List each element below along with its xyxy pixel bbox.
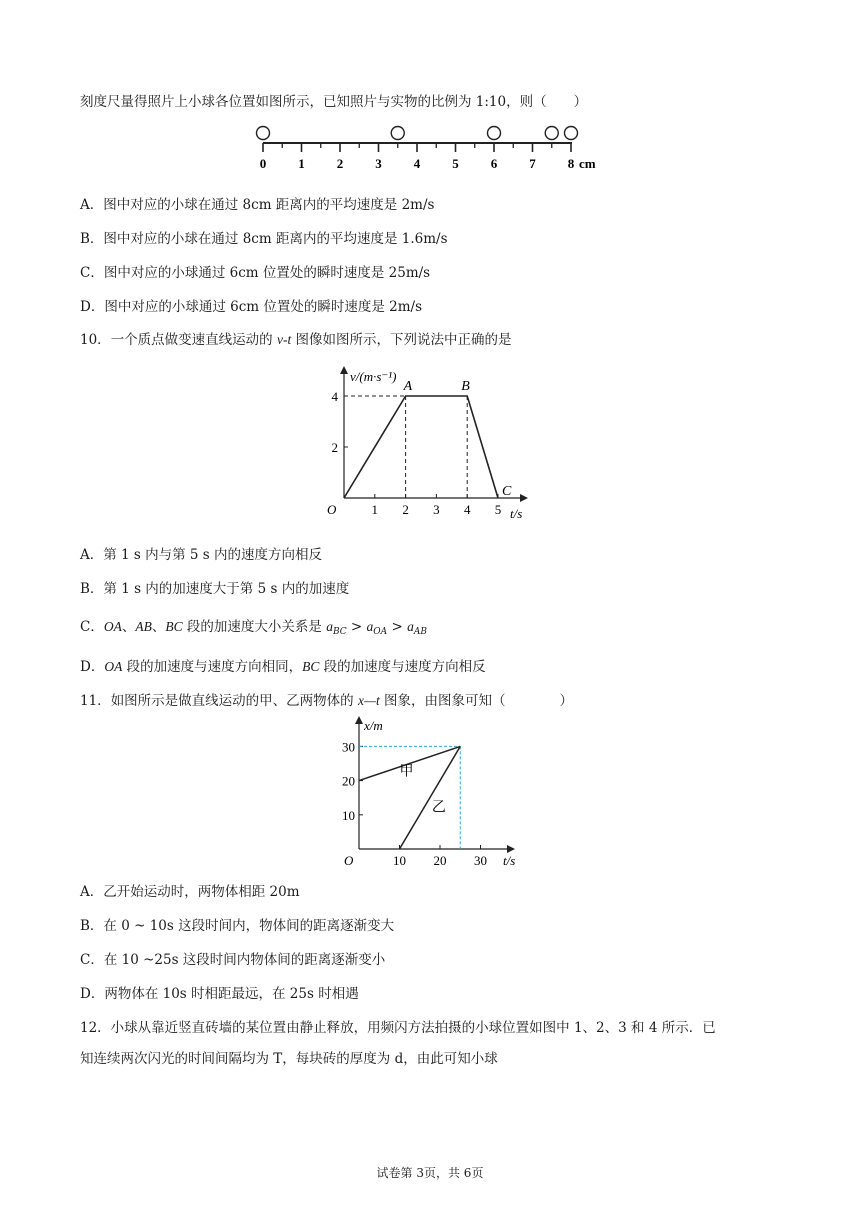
vt-x-tick-label: 2 (402, 502, 409, 517)
page-footer: 试卷第 3页，共 6页 (376, 1166, 484, 1180)
q9-intro: 刻度尺量得照片上小球各位置如图所示，已知照片与实物的比例为 1:10，则（ ） (80, 94, 588, 110)
q11-option-d: D．两物体在 10s 时相距最远，在 25s 时相遇 (80, 986, 359, 1002)
xt-graph (337, 712, 537, 870)
vt-point-label: A (403, 379, 413, 394)
q10-option-d: D．OA 段的加速度与速度方向相同，BC 段的加速度与速度方向相反 (80, 659, 486, 675)
q12-line-1: 12．小球从靠近竖直砖墙的某位置由静止释放，用频闪方法拍摄的小球位置如图中 1、2、3 和 4 所示．已 (80, 1020, 716, 1036)
vt-y-label: v/(m·s⁻¹) (350, 369, 397, 384)
ruler-tick-label: 8 (567, 156, 575, 171)
vt-x-arrow (520, 494, 528, 502)
q12-line-2: 知连续两次闪光的时间间隔均为 T，每块砖的厚度为 d，由此可知小球 (80, 1051, 498, 1067)
q10-option-b: B．第 1 s 内的加速度大于第 5 s 内的加速度 (80, 581, 350, 597)
ruler-tick-label: 2 (336, 156, 344, 171)
q11-option-b: B．在 0 ~ 10s 这段时间内，物体间的距离逐渐变大 (80, 918, 395, 934)
ruler-tick-label: 5 (452, 156, 459, 171)
ball-position (545, 127, 558, 140)
xt-x-tick-label: 10 (393, 853, 406, 868)
xt-y-arrow (355, 716, 363, 724)
q11-option-a: A．乙开始运动时，两物体相距 20m (80, 884, 300, 900)
vt-point-label: B (461, 379, 470, 394)
ruler-tick-label: 7 (529, 156, 536, 171)
vt-y-arrow (340, 366, 348, 374)
ball-position (257, 127, 270, 140)
vt-x-tick-label: 4 (463, 502, 471, 517)
vt-graph (320, 364, 535, 524)
ball-position (565, 127, 578, 140)
xt-y-tick-label: 20 (342, 773, 355, 789)
vt-y-tick-label: 2 (331, 440, 338, 455)
xt-series-label: 甲 (399, 764, 414, 780)
xt-y-label: x/m (364, 718, 383, 733)
ruler-tick-label: 0 (259, 156, 267, 171)
xt-y-tick-label: 10 (342, 807, 355, 823)
ruler-tick-label: 1 (298, 156, 305, 171)
xt-x-arrow (507, 845, 515, 853)
q9-option-c: C．图中对应的小球通过 6cm 位置处的瞬时速度是 25m/s (80, 265, 431, 281)
vt-origin-label: O (327, 502, 337, 517)
q9-option-b: B．图中对应的小球在通过 8cm 距离内的平均速度是 1.6m/s (80, 231, 448, 247)
q10-option-a: A．第 1 s 内与第 5 s 内的速度方向相反 (80, 547, 323, 563)
q10-option-c: C．OA、AB、BC 段的加速度大小关系是 $a_{BC} > a_{OA} > a_{AB}$ (80, 619, 427, 637)
xt-x-tick-label: 20 (433, 853, 447, 868)
vt-x-tick-label: 3 (433, 502, 440, 517)
xt-series-label: 乙 (431, 800, 446, 816)
xt-series-yi (400, 746, 461, 849)
q10-stem: 10．一个质点做变速直线运动的 v-t 图像如图所示，下列说法中正确的是 (80, 332, 512, 348)
q9-option-a: A．图中对应的小球在通过 8cm 距离内的平均速度是 2m/s (80, 197, 435, 213)
ball-position (488, 127, 501, 140)
vt-y-tick-label: 4 (331, 389, 338, 404)
ruler-tick-label: 4 (413, 156, 421, 171)
ruler-tick-label: 6 (490, 156, 498, 171)
xt-origin-label: O (344, 853, 354, 868)
xt-x-tick-label: 30 (474, 853, 487, 868)
vt-x-tick-label: 1 (371, 502, 379, 517)
q11-stem: 11．如图所示是做直线运动的甲、乙两物体的 x—t 图象，由图象可知（ ） (80, 693, 574, 709)
xt-x-label: t/s (503, 853, 516, 868)
q9-option-d: D．图中对应的小球通过 6cm 位置处的瞬时速度是 2m/s (80, 299, 423, 315)
xt-y-tick-label: 30 (342, 739, 355, 755)
vt-series-line (344, 396, 498, 498)
vt-x-label: t/s (510, 506, 523, 521)
ruler-unit-label: cm (579, 156, 596, 171)
vt-point-label: C (502, 484, 512, 499)
ball-position (391, 127, 404, 140)
ruler-figure (245, 122, 615, 177)
q11-option-c: C．在 10 ~25s 这段时间内物体间的距离逐渐变小 (80, 952, 386, 968)
ruler-tick-label: 3 (375, 156, 382, 171)
vt-x-tick-label: 5 (494, 502, 502, 517)
